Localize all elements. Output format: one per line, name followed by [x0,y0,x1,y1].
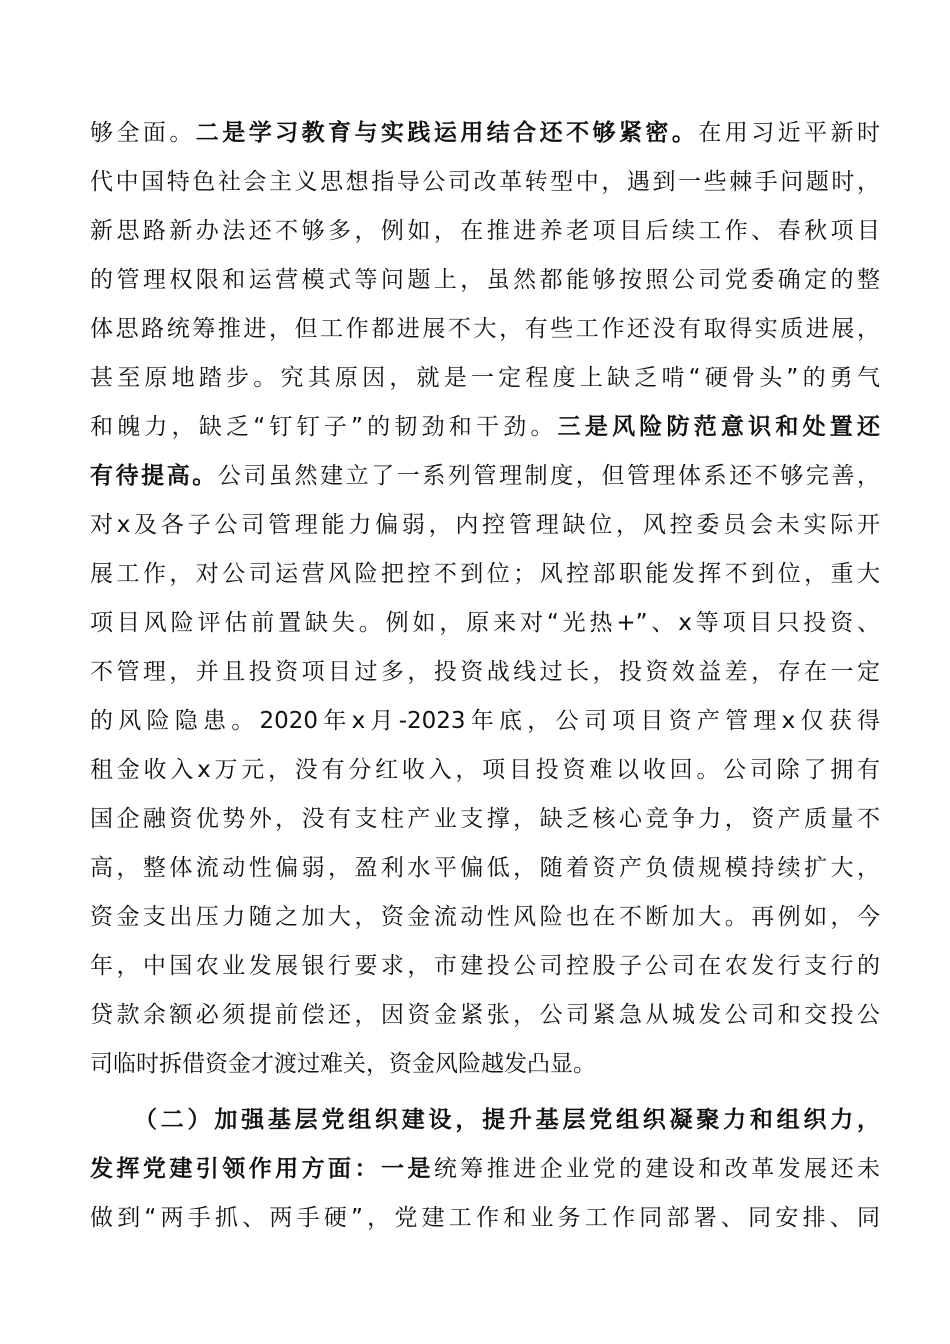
bold-heading-segment: 三是风险防范意识和处置还 [557,414,880,440]
text-segment: 资金支出压力随之加大，资金流动性风险也在不断加大。再例如，今 [90,904,880,930]
text-segment: 新思路新办法还不够多，例如，在推进养老项目后续工作、春秋项目 [90,218,880,244]
bold-heading-segment: 二是学习教育与实践运用结合还不够紧密。 [195,120,699,146]
text-segment: 在用习近平新时 [698,120,881,146]
text-line-12 [90,652,880,692]
text-segment: 的风险隐患。2020年x月-2023年底，公司项目资产管理x仅获得 [90,708,880,734]
text-line-19 [90,995,880,1035]
text-line-3 [90,211,880,251]
text-segment: 体思路统筹推进，但工作都进展不大，有些工作还没有取得实质进展， [90,316,880,342]
text-segment: 公司虽然建立了一系列管理制度，但管理体系还不够完善， [217,463,881,489]
text-segment: 高，整体流动性偏弱，盈利水平偏低，随着资产负债规模持续扩大， [90,855,880,881]
text-segment: 统筹推进企业党的建设和改革发展还未 [433,1156,881,1182]
text-line-20 [90,1044,880,1084]
text-line-5 [90,309,880,349]
text-line-23 [90,1198,880,1238]
text-segment: 代中国特色社会主义思想指导公司改革转型中，遇到一些棘手问题时， [90,169,880,195]
text-segment: 做到“两手抓、两手硬”，党建工作和业务工作同部署、同安排、同 [90,1205,880,1231]
text-segment: 贷款余额必须提前偿还，因资金紧张，公司紧急从城发公司和交投公 [90,1002,880,1028]
text-line-11 [90,603,880,643]
text-line-1 [90,113,880,153]
text-segment: 和魄力，缺乏“钉钉子”的韧劲和干劲。 [90,414,558,440]
text-segment: 对x及各子公司管理能力偏弱，内控管理缺位，风控委员会未实际开 [90,512,880,538]
text-segment: 国企融资优势外，没有支柱产业支撑，缺乏核心竞争力，资产质量不 [90,806,880,832]
text-line-10 [90,554,880,594]
text-line-8 [90,456,880,496]
text-line-9 [90,505,880,545]
text-line-22 [90,1149,880,1189]
text-segment: 租金收入x万元，没有分红收入，项目投资难以收回。公司除了拥有 [90,757,880,783]
text-line-7 [90,407,880,447]
text-segment: 司临时拆借资金才渡过难关，资金风险越发凸显。 [90,1051,596,1077]
text-segment: 甚至原地踏步。究其原因，就是一定程度上缺乏啃“硬骨头”的勇气 [90,365,880,391]
text-line-18 [90,946,880,986]
text-line-17 [90,897,880,937]
text-segment: 年，中国农业发展银行要求，市建投公司控股子公司在农发行支行的 [90,953,880,979]
text-line-16 [90,848,880,888]
text-line-13 [90,701,880,741]
text-segment: 够全面。 [90,120,196,146]
text-segment: 不管理，并且投资项目过多，投资战线过长，投资效益差，存在一定 [90,659,880,685]
text-line-4 [90,260,880,300]
text-segment: 的管理权限和运营模式等问题上，虽然都能够按照公司党委确定的整 [90,267,880,293]
section-heading: （二）加强基层党组织建设，提升基层党组织凝聚力和组织力， [134,1107,880,1133]
text-line-14 [90,750,880,790]
bold-heading-segment: 发挥党建引领作用方面： [90,1156,381,1182]
section-heading-line [134,1100,880,1140]
text-segment: 项目风险评估前置缺失。例如，原来对“光热+”、x等项目只投资、 [90,610,880,636]
bold-heading-segment: 一是 [380,1156,434,1182]
text-line-2 [90,162,880,202]
text-line-15 [90,799,880,839]
text-segment: 展工作，对公司运营风险把控不到位；风控部职能发挥不到位，重大 [90,561,880,587]
text-line-6 [90,358,880,398]
bold-heading-segment: 有待提高。 [90,463,218,489]
